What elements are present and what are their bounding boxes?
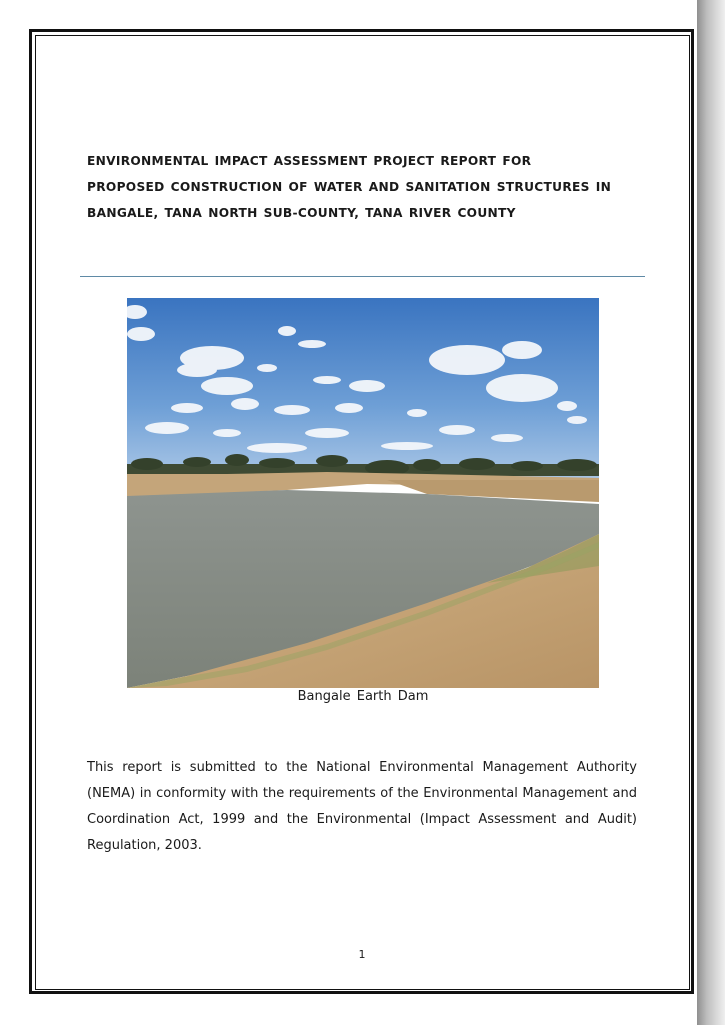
page-number: 1: [358, 948, 366, 961]
dam-photo: [127, 298, 599, 688]
title-line-2: PROPOSED CONSTRUCTION OF WATER AND SANITATION STRUCTURES IN: [87, 180, 612, 194]
horizontal-rule: [80, 276, 645, 277]
submission-statement: This report is submitted to the National Environmental Management Authority (NEMA) in conformity with the requirements of the Environmental Management and Coordination Act, 1999 and the Environmental (Impact Assessment and Audit) Regulation, 2003.: [87, 760, 637, 853]
report-title: [87, 148, 647, 226]
title-line-1: ENVIRONMENTAL IMPACT ASSESSMENT PROJECT REPORT FOR: [87, 154, 532, 168]
page-shadow: [697, 0, 725, 1025]
figure-caption: Bangale Earth Dam: [297, 689, 429, 704]
title-line-3: BANGALE, TANA NORTH SUB-COUNTY, TANA RIVER COUNTY: [87, 206, 516, 220]
